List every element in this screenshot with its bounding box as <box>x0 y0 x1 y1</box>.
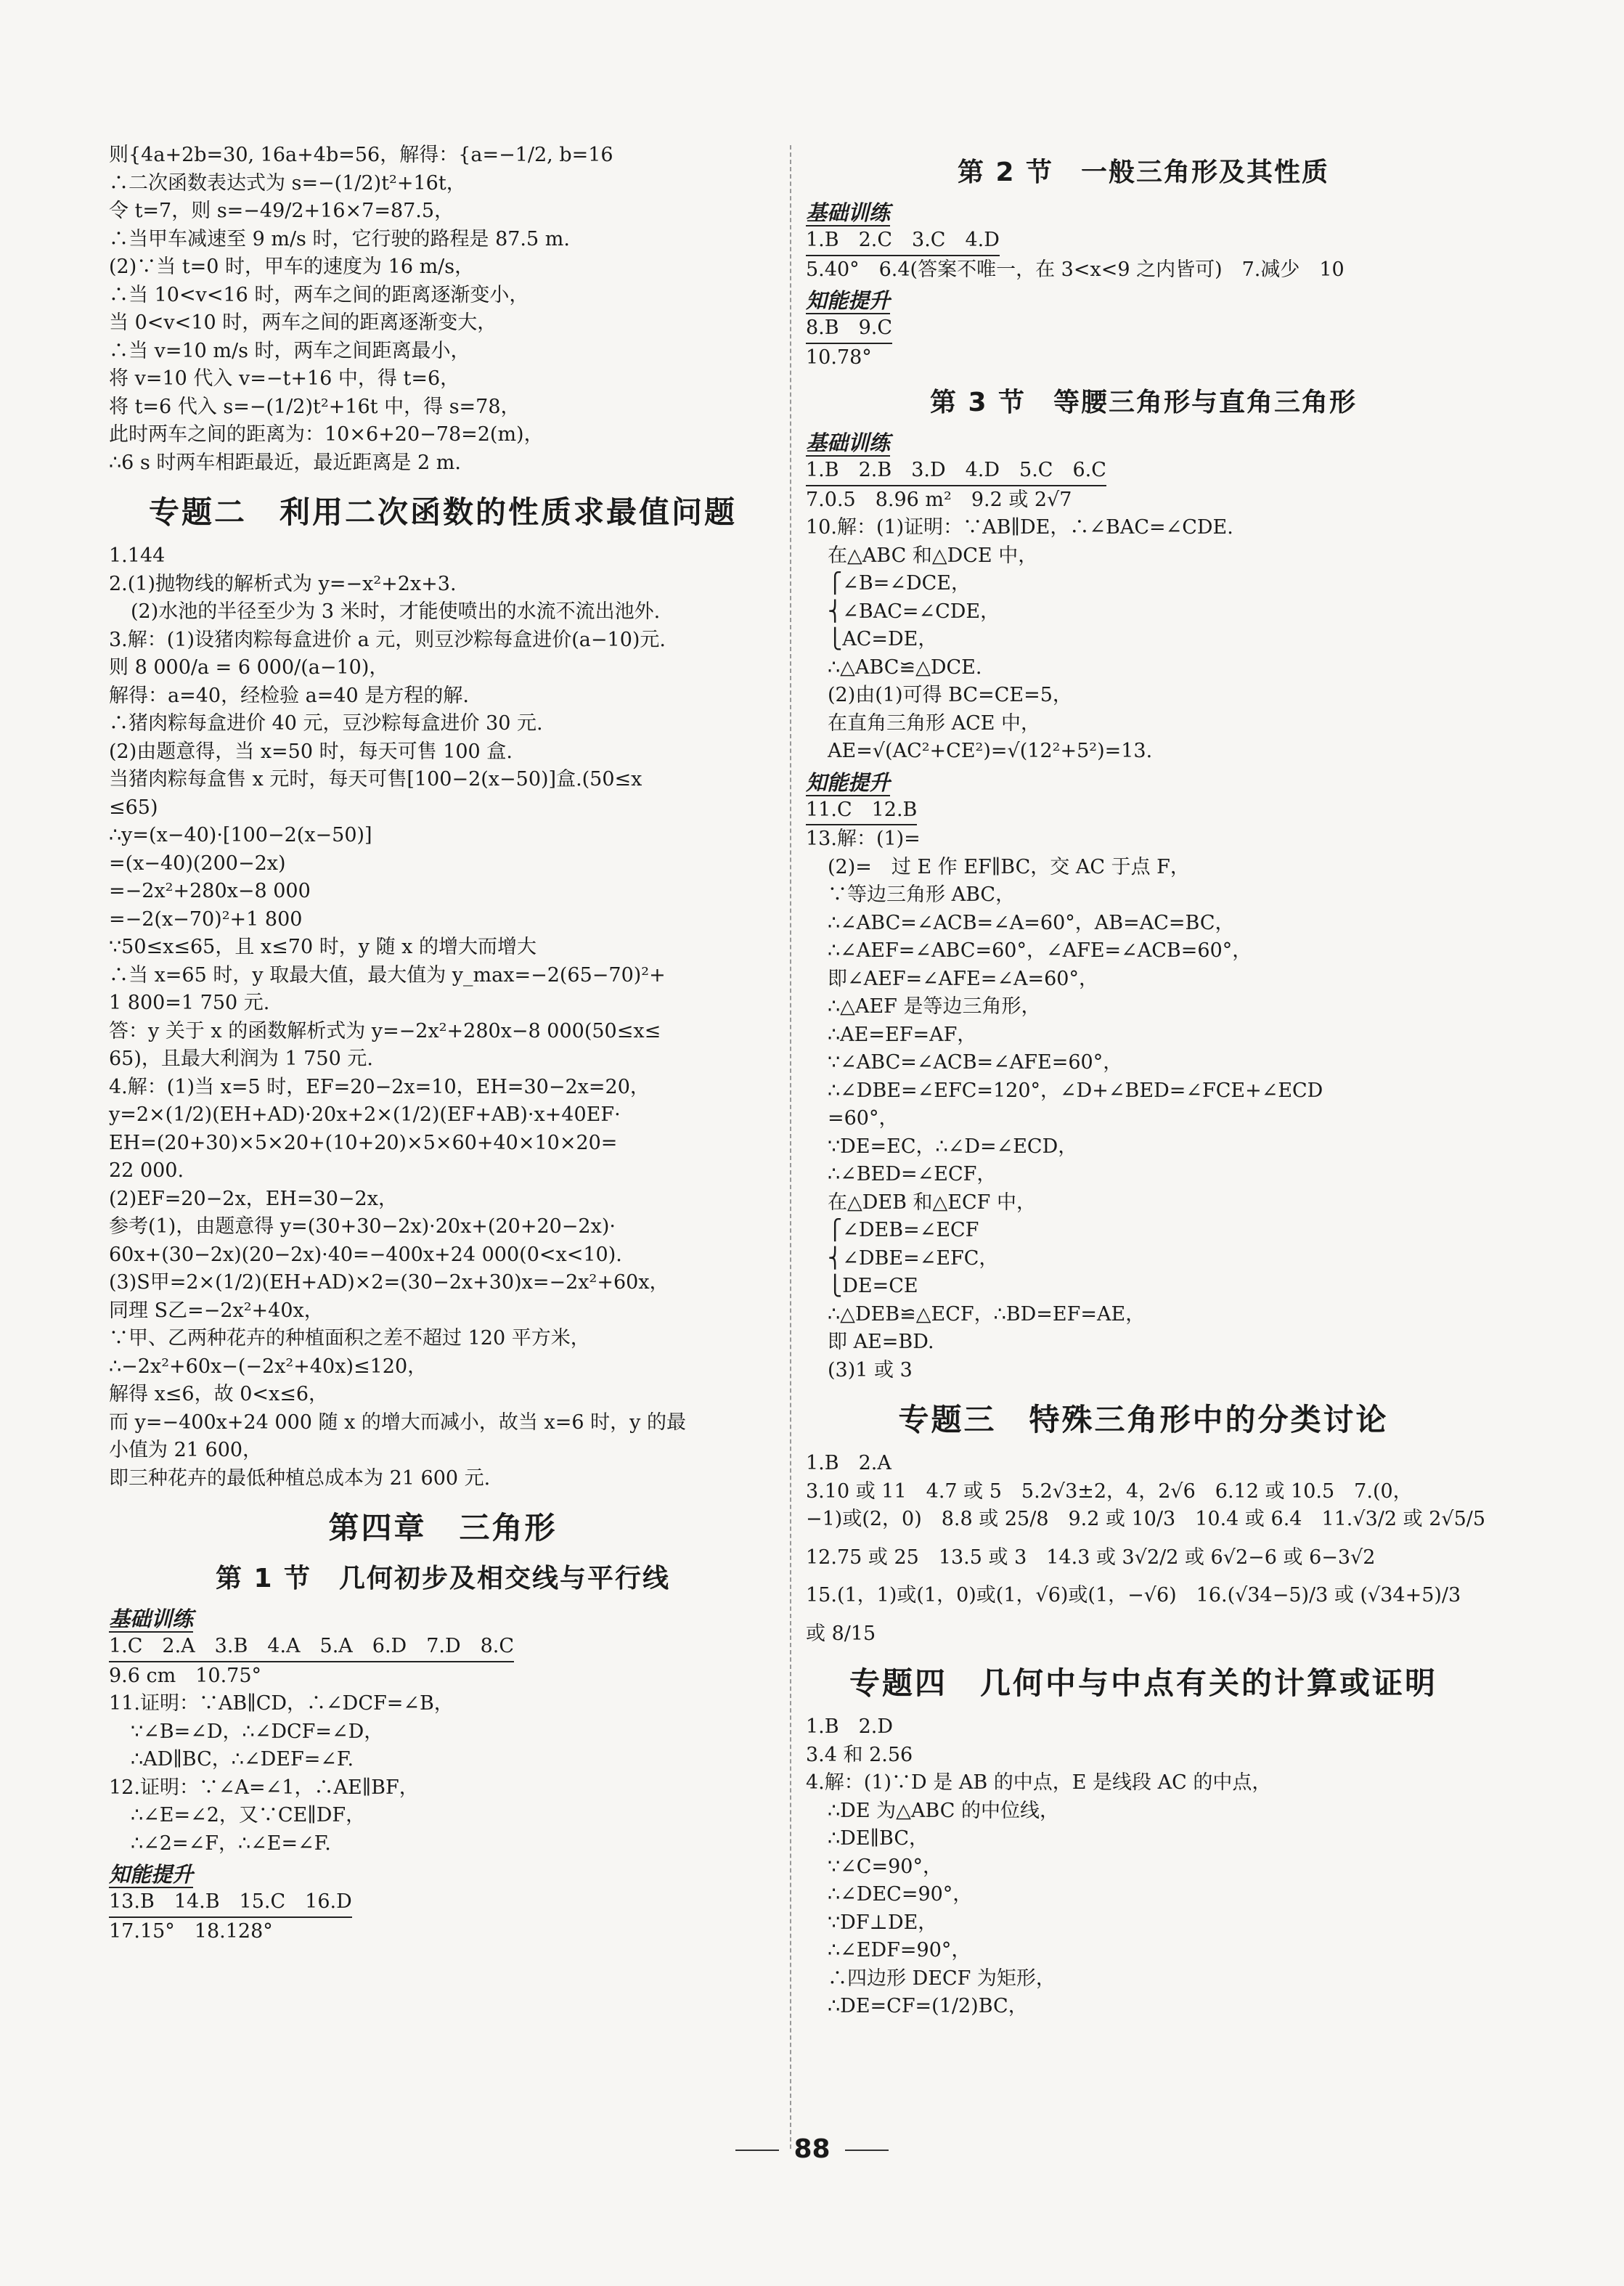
category-row <box>806 426 1481 457</box>
right-column <box>806 142 1486 2021</box>
subsection-heading: 第 1 节 几何初步及相交线与平行线 <box>215 1564 671 1593</box>
answer-line: ∴y=(x−40)·[100−2(x−50)] <box>109 824 372 846</box>
answer-line: ⎩DE=CE <box>828 1275 918 1297</box>
answer-line: ∴△DEB≌△ECF，∴BD=EF=AE， <box>828 1302 1146 1326</box>
answer-line: ⎨∠BAC=∠CDE， <box>828 600 1000 623</box>
answer-line: ∴∠2=∠F，∴∠E=∠F. <box>131 1832 331 1855</box>
answer-line: ∴∠AEF=∠ABC=60°，∠AFE=∠ACB=60°， <box>828 939 1252 962</box>
answer-line: ∴6 s 时两车相距最近，最近距离是 2 m. <box>109 451 461 474</box>
exercise-category-label: 知能提升 <box>109 1862 194 1887</box>
answer-line: ∵DF⊥DE， <box>828 1911 938 1934</box>
answer-line: 65)，且最大利润为 1 750 元. <box>109 1048 373 1070</box>
answer-line: =(x−40)(200−2x) <box>109 852 286 875</box>
answer-line: 10.78° <box>806 346 872 369</box>
answer-line-text: 11.C 12.B <box>806 796 917 826</box>
section-heading: 专题二 利用二次函数的性质求最值问题 <box>148 494 737 530</box>
answer-line: =60°， <box>828 1107 899 1130</box>
category-row <box>109 1858 777 1888</box>
answer-line: 令 t=7，则 s=−49/2+16×7=87.5， <box>109 200 454 222</box>
answer-line: ∴−2x²+60x−(−2x²+40x)≤120， <box>109 1355 428 1378</box>
answer-line <box>806 796 1481 826</box>
answer-line: ∴△ABC≌△DCE. <box>828 656 982 679</box>
answer-line: 11.证明：∵AB∥CD，∴∠DCF=∠B， <box>109 1692 454 1715</box>
left-column <box>109 142 777 1946</box>
answer-line: (3)1 或 3 <box>828 1358 913 1381</box>
answer-line: (2)= 过 E 作 EF∥BC，交 AC 于点 F， <box>828 855 1190 878</box>
subsection-heading: 第 2 节 一般三角形及其性质 <box>957 158 1330 187</box>
answer-line: (2)由(1)可得 BC=CE=5， <box>828 684 1072 706</box>
answer-line: 15.(1，1)或(1，0)或(1，√6)或(1，−√6) 16.(√34−5)/3 或 (√34+5)/3 <box>806 1584 1461 1607</box>
answer-line: 解得 x≤6，故 0<x≤6， <box>109 1383 329 1405</box>
answer-line: ∴猪肉粽每盒进价 40 元，豆沙粽每盒进价 30 元. <box>109 712 543 735</box>
answer-line: 在△DEB 和△ECF 中， <box>828 1191 1036 1214</box>
answer-line-text: 13.B 14.B 15.C 16.D <box>109 1888 352 1918</box>
answer-line-text: 1.B 2.C 3.C 4.D <box>806 226 1000 256</box>
column-divider <box>790 145 791 2149</box>
answer-line: 在△ABC 和△DCE 中， <box>828 544 1038 567</box>
section-heading: 专题三 特殊三角形中的分类讨论 <box>898 1402 1389 1437</box>
answer-line: 12.证明：∵∠A=∠1，∴AE∥BF， <box>109 1776 419 1799</box>
answer-line <box>806 226 1481 256</box>
answer-line: 3.10 或 11 4.7 或 5 5.2√3±2，4，2√6 6.12 或 10.5 7.(0， <box>806 1479 1413 1503</box>
answer-line: ∴当 10<v<16 时，两车之间的距离逐渐变小， <box>109 283 529 306</box>
category-row <box>109 1602 777 1633</box>
answer-line: 此时两车之间的距离为：10×6+20−78=2(m)， <box>109 423 544 446</box>
answer-line: 同理 S乙=−2x²+40x， <box>109 1299 324 1322</box>
answer-line: 4.解：(1)当 x=5 时，EF=20−2x=10，EH=30−2x=20， <box>109 1075 650 1098</box>
answer-line: ∴∠ABC=∠ACB=∠A=60°，AB=AC=BC， <box>828 911 1235 934</box>
category-row <box>806 284 1481 314</box>
answer-line: (2)∵当 t=0 时，甲车的速度为 16 m/s， <box>109 256 475 278</box>
answer-line <box>806 314 1481 344</box>
answer-line: ∴当 x=65 时，y 取最大值，最大值为 y_max=−2(65−70)²+ <box>109 963 666 987</box>
answer-line: ∴△AEF 是等边三角形， <box>828 995 1041 1018</box>
answer-line: 1.B 2.A <box>806 1452 891 1474</box>
answer-line: 参考(1)，由题意得 y=(30+30−2x)·20x+(20+20−2x)· <box>109 1215 616 1238</box>
answer-line: ∴DE∥BC， <box>828 1827 929 1850</box>
answer-line-text: 1.B 2.B 3.D 4.D 5.C 6.C <box>806 457 1106 486</box>
answer-line: (3)S甲=2×(1/2)(EH+AD)×2=(30−2x+30)x=−2x²+60x， <box>109 1271 669 1294</box>
answer-line: 10.解：(1)证明：∵AB∥DE，∴∠BAC=∠CDE. <box>806 516 1233 539</box>
page-number <box>0 2134 1624 2164</box>
answer-line: ∴当 v=10 m/s 时，两车之间距离最小， <box>109 339 470 362</box>
subsection-heading: 第 3 节 等腰三角形与直角三角形 <box>929 388 1358 417</box>
answer-line: 或 8/15 <box>806 1622 876 1645</box>
answer-line: ⎩AC=DE， <box>828 628 938 650</box>
exercise-category-label: 知能提升 <box>806 288 891 313</box>
answer-line: ∴∠E=∠2，又∵CE∥DF， <box>131 1804 366 1826</box>
answer-line: 而 y=−400x+24 000 随 x 的增大而减小，故当 x=6 时，y 的最 <box>109 1411 686 1434</box>
answer-line: 3.4 和 2.56 <box>806 1743 913 1766</box>
answer-line: 4.解：(1)∵D 是 AB 的中点，E 是线段 AC 的中点， <box>806 1771 1272 1794</box>
answer-line: 当猪肉粽每盒售 x 元时，每天可售[100−2(x−50)]盒.(50≤x <box>109 768 642 791</box>
answer-line: 即∠AEF=∠AFE=∠A=60°， <box>828 967 1098 990</box>
answer-line: ∴AE=EF=AF， <box>828 1023 977 1046</box>
answer-line: 将 v=10 代入 v=−t+16 中，得 t=6， <box>109 367 460 390</box>
answer-line: ∴四边形 DECF 为矩形， <box>828 1967 1056 1990</box>
answer-line: EH=(20+30)×5×20+(10+20)×5×60+40×10×20= <box>109 1131 618 1154</box>
answer-line: ∵∠C=90°， <box>828 1855 942 1878</box>
section-heading: 第四章 三角形 <box>328 1510 558 1546</box>
answer-line: y=2×(1/2)(EH+AD)·20x+2×(1/2)(EF+AB)·x+40EF· <box>109 1103 621 1126</box>
answer-line: 9.6 cm 10.75° <box>109 1664 262 1687</box>
answer-line <box>806 457 1481 486</box>
answer-line: 5.40° 6.4(答案不唯一，在 3<x<9 之内皆可) 7.减少 10 <box>806 258 1345 281</box>
answer-line-text: 1.C 2.A 3.B 4.A 5.A 6.D 7.D 8.C <box>109 1633 514 1662</box>
answer-line: ∵∠ABC=∠ACB=∠AFE=60°， <box>828 1051 1123 1074</box>
answer-line: ∴∠DEC=90°， <box>828 1883 973 1906</box>
answer-line: 将 t=6 代入 s=−(1/2)t²+16t 中，得 s=78， <box>109 395 521 418</box>
category-row <box>806 766 1481 796</box>
answer-line: ∵等边三角形 ABC， <box>828 883 1016 906</box>
answer-line: ∴∠EDF=90°， <box>828 1939 971 1962</box>
answer-line: ∴当甲车减速至 9 m/s 时，它行驶的路程是 87.5 m. <box>109 227 570 250</box>
section-heading: 专题四 几何中与中点有关的计算或证明 <box>849 1665 1437 1701</box>
answer-line: 当 0<v<10 时，两车之间的距离逐渐变大， <box>109 311 497 334</box>
answer-line: (2)EF=20−2x，EH=30−2x， <box>109 1187 398 1210</box>
answer-line: ∵DE=EC，∴∠D=∠ECD， <box>828 1135 1078 1158</box>
answer-line: ⎧∠B=∠DCE， <box>828 572 971 595</box>
exercise-category-label: 基础训练 <box>109 1607 194 1631</box>
answer-line: 解得：a=40，经检验 a=40 是方程的解. <box>109 684 469 707</box>
answer-line: 即 AE=BD. <box>828 1331 934 1353</box>
answer-line: ∴∠BED=∠ECF， <box>828 1163 997 1185</box>
answer-line: 1.B 2.D <box>806 1715 894 1738</box>
answer-line-text: 8.B 9.C <box>806 314 892 344</box>
answer-line: 1.144 <box>109 544 166 567</box>
answer-line: ⎨∠DBE=∠EFC， <box>828 1246 999 1270</box>
answer-line: =−2(x−70)²+1 800 <box>109 907 303 931</box>
answer-line: 7.0.5 8.96 m² 9.2 或 2√7 <box>806 488 1072 511</box>
answer-line: ∴∠DBE=∠EFC=120°，∠D+∠BED=∠FCE+∠ECD <box>828 1079 1323 1102</box>
answer-line: 2.(1)抛物线的解析式为 y=−x²+2x+3. <box>109 572 457 595</box>
answer-line: 即三种花卉的最低种植总成本为 21 600 元. <box>109 1466 491 1490</box>
page-number-text: 88 <box>793 2134 831 2164</box>
answer-line: ∵甲、乙两种花卉的种植面积之差不超过 120 平方米， <box>109 1327 590 1350</box>
answer-line: 60x+(30−2x)(20−2x)·40=−400x+24 000(0<x<10). <box>109 1243 622 1266</box>
answer-line: 答：y 关于 x 的函数解析式为 y=−2x²+280x−8 000(50≤x≤ <box>109 1019 661 1042</box>
answer-line: AE=√(AC²+CE²)=√(12²+5²)=13. <box>828 740 1153 762</box>
answer-line: 则{4a+2b=30, 16a+4b=56，解得：{a=−1/2, b=16 <box>109 144 613 166</box>
answer-line: =−2x²+280x−8 000 <box>109 880 311 902</box>
answer-line: 13.解：(1)= <box>806 828 921 850</box>
exercise-category-label: 基础训练 <box>806 200 891 225</box>
exercise-category-label: 知能提升 <box>806 770 891 795</box>
answer-line: 3.解：(1)设猪肉粽每盒进价 a 元，则豆沙粽每盒进价(a−10)元. <box>109 628 666 651</box>
answer-line: ∴DE=CF=(1/2)BC， <box>828 1995 1028 2017</box>
answer-line: −1)或(2，0) 8.8 或 25/8 9.2 或 10/3 10.4 或 6.4 11.√3/2 或 2√5/5 <box>806 1508 1486 1530</box>
answer-line: ∵50≤x≤65，且 x≤70 时，y 随 x 的增大而增大 <box>109 936 536 958</box>
answer-line: 小值为 21 600， <box>109 1439 263 1461</box>
category-row <box>806 196 1481 226</box>
answer-line: 12.75 或 25 13.5 或 3 14.3 或 3√2/2 或 6√2−6 或 6−3√2 <box>806 1546 1376 1569</box>
answer-line: ⎧∠DEB=∠ECF <box>828 1219 979 1241</box>
answer-line <box>109 1633 777 1662</box>
answer-line: 1 800=1 750 元. <box>109 992 270 1014</box>
answer-line: ∴AD∥BC，∴∠DEF=∠F. <box>131 1748 354 1771</box>
answer-line: ∴DE 为△ABC 的中位线， <box>828 1799 1059 1822</box>
exercise-category-label: 基础训练 <box>806 430 891 455</box>
answer-line: (2)水池的半径至少为 3 米时，才能使喷出的水流不流出池外. <box>131 600 661 623</box>
answer-line <box>109 1888 777 1918</box>
answer-line: (2)由题意得，当 x=50 时，每天可售 100 盒. <box>109 740 513 763</box>
answer-line: 则 8 000/a = 6 000/(a−10)， <box>109 656 389 679</box>
answer-line: 22 000. <box>109 1159 184 1182</box>
answer-line: ∴二次函数表达式为 s=−(1/2)t²+16t， <box>109 171 466 195</box>
answer-line: 在直角三角形 ACE 中， <box>828 711 1041 735</box>
answer-line: 17.15° 18.128° <box>109 1919 273 1943</box>
answer-line: ≤65) <box>109 796 158 819</box>
answer-line: ∵∠B=∠D，∴∠DCF=∠D， <box>131 1720 384 1743</box>
